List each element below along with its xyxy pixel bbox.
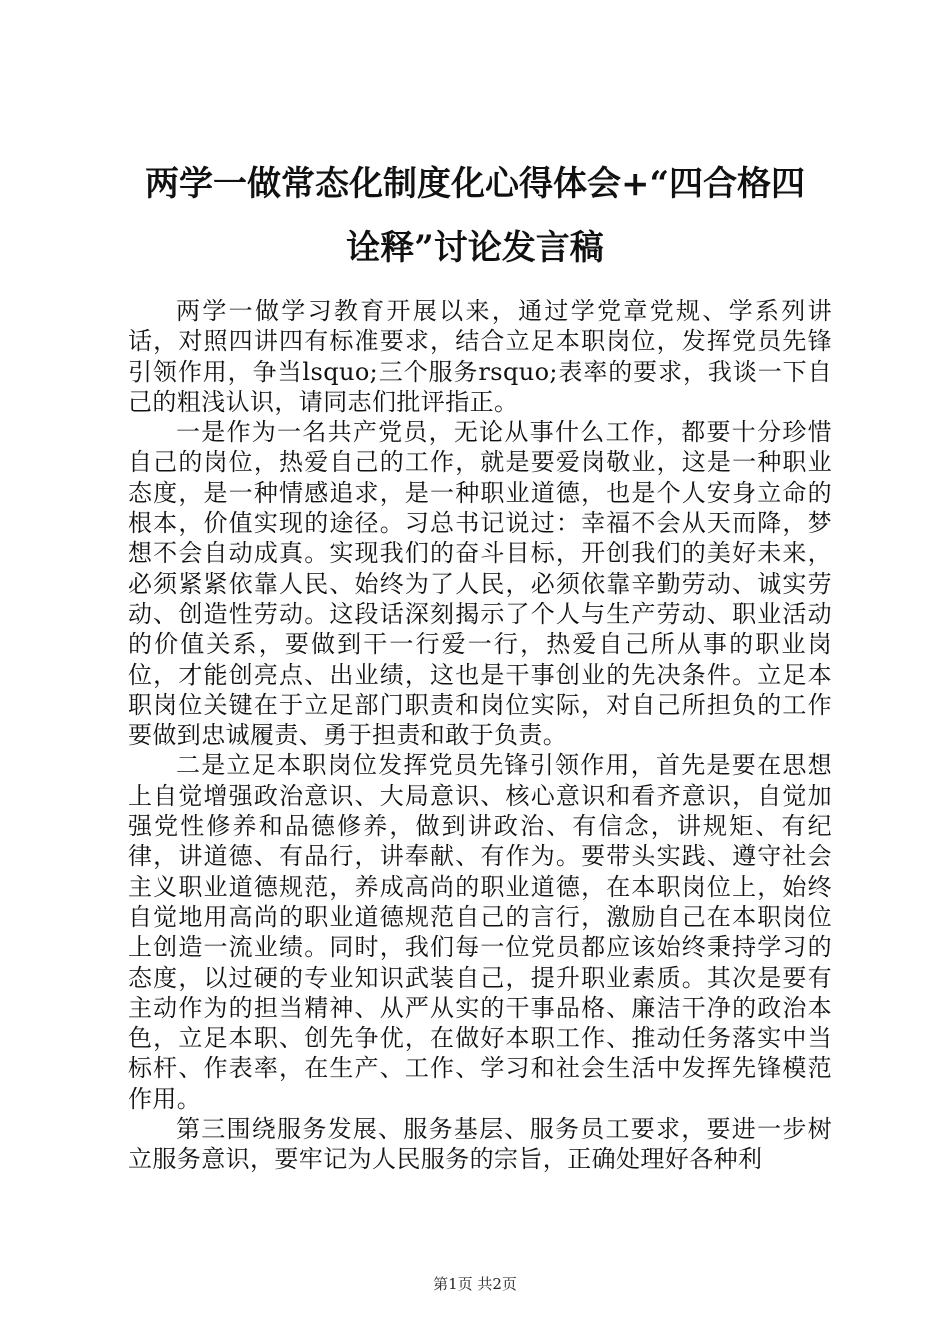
document-title (60, 152, 890, 280)
page-footer: 第1页 共2页 (433, 1275, 517, 1293)
paragraph-point-three: 第三围绕服务发展、服务基层、服务员工要求，要进一步树立服务意识，要牢记为人民服务的宗旨，正确处理好各种利 (128, 1115, 832, 1174)
title-line-2: 诠释”讨论发言稿 (346, 228, 604, 268)
document-body (128, 296, 832, 1175)
paragraph-intro: 两学一做学习教育开展以来，通过学党章党规、学系列讲话，对照四讲四有标准要求，结合立足本职岗位，发挥党员先锋引领作用，争当lsquo;三个服务rsquo;表率的要求，我谈一下自己的粗浅认识，请同志们批评指正。 (128, 297, 832, 416)
title-line-1: 两学一做常态化制度化心得体会+“四合格四 (144, 164, 806, 204)
paragraph-point-two: 二是立足本职岗位发挥党员先锋引领作用，首先是要在思想上自觉增强政治意识、大局意识、核心意识和看齐意识，自觉加强党性修养和品德修养，做到讲政治、有信念，讲规矩、有纪律，讲道德、有品行，讲奉献、有作为。要带头实践、遵守社会主义职业道德规范，养成高尚的职业道德，在本职岗位上，始终自觉地用高尚的职业道德规范自己的言行，激励自己在本职岗位上创造一流业绩。同时，我们每一位党员都应该始终秉持学习的态度，以过硬的专业知识武装自己，提升职业素质。其次是要有主动作为的担当精神、从严从实的干事品格、廉洁干净的政治本色，立足本职、创先争优，在做好本职工作、推动任务落实中当标杆、作表率，在生产、工作、学习和社会生活中发挥先锋模范作用。 (128, 751, 832, 1113)
paragraph-point-one: 一是作为一名共产党员，无论从事什么工作，都要十分珍惜自己的岗位，热爱自己的工作，就是要爱岗敬业，这是一种职业态度，是一种情感追求，是一种职业道德，也是个人安身立命的根本，价值实现的途径。习总书记说过：幸福不会从天而降，梦想不会自动成真。实现我们的奋斗目标，开创我们的美好未来，必须紧紧依靠人民、始终为了人民，必须依靠辛勤劳动、诚实劳动、创造性劳动。这段话深刻揭示了个人与生产劳动、职业活动的价值关系，要做到干一行爱一行，热爱自己所从事的职业岗位，才能创亮点、出业绩，这也是干事创业的先决条件。立足本职岗位关键在于立足部门职责和岗位实际，对自己所担负的工作要做到忠诚履责、勇于担责和敢于负责。 (128, 418, 832, 750)
